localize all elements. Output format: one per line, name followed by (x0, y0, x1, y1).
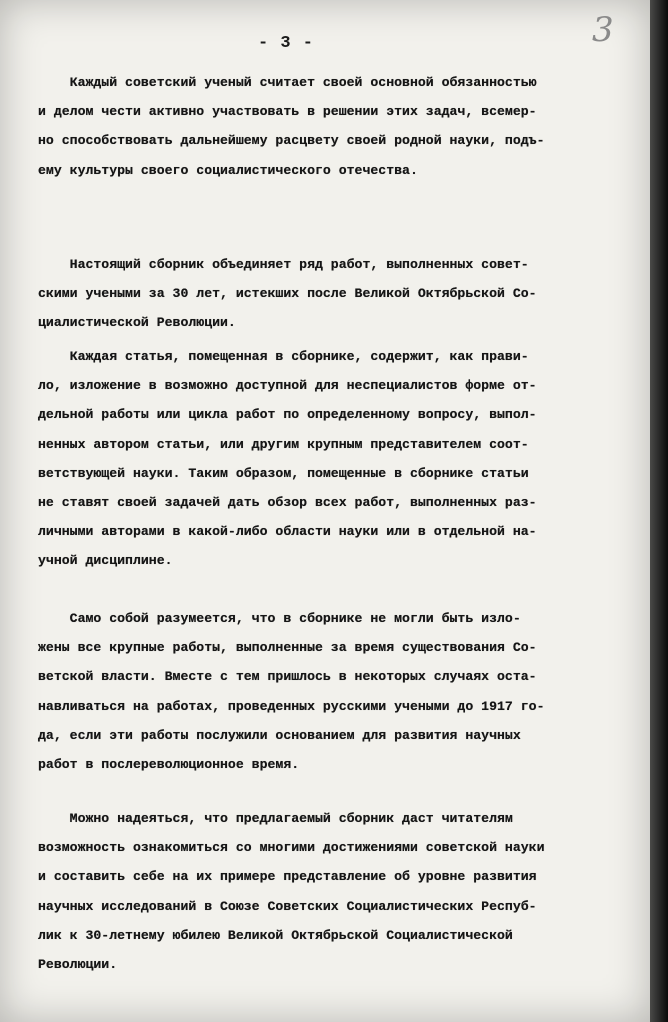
page-number: - 3 - (258, 34, 315, 53)
text-line: ему культуры своего социалистического отечества. (38, 162, 418, 178)
text-line: ло, изложение в возможно доступной для неспециалистов форме от- (38, 378, 537, 394)
archive-page-mark: 3 (592, 10, 614, 50)
scan-edge (650, 0, 668, 1022)
text-line: ветской власти. Вместе с тем пришлось в некоторых случаях оста- (38, 669, 537, 685)
paragraph-1 (38, 68, 650, 185)
text-line: Революции. (38, 957, 118, 973)
text-line: ненных автором статьи, или другим крупным представителем соот- (38, 436, 529, 452)
text-line: не ставят своей задачей дать обзор всех работ, выполненных раз- (38, 495, 537, 511)
paragraph-4 (38, 604, 650, 779)
text-line: скими учеными за 30 лет, истекших после Великой Октябрьской Со- (38, 286, 537, 302)
text-line: дельной работы или цикла работ по определенному вопросу, выпол- (38, 407, 537, 423)
text-line: лик к 30-летнему юбилею Великой Октябрьской Социалистической (38, 927, 513, 943)
text-line: учной дисциплине. (38, 553, 173, 569)
text-line: научных исследований в Союзе Советских Социалистических Респуб- (38, 898, 537, 914)
text-line: Настоящий сборник объединяет ряд работ, выполненных совет- (38, 257, 529, 272)
text-line: Можно надеяться, что предлагаемый сборник даст читателям (38, 811, 513, 826)
text-line: Само собой разумеется, что в сборнике не могли быть изло- (38, 611, 521, 626)
text-line: возможность ознакомиться со многими достижениями советской науки (38, 840, 545, 856)
text-line: жены все крупные работы, выполненные за время существования Со- (38, 640, 537, 656)
text-line: циалистической Революции. (38, 315, 236, 331)
paragraph-5 (38, 804, 650, 979)
text-line: и делом чести активно участвовать в решении этих задач, всемер- (38, 104, 537, 120)
text-line: и составить себе на их примере представление об уровне развития (38, 869, 537, 885)
text-line: работ в послереволюционное время. (38, 757, 300, 773)
text-line: Каждый советский ученый считает своей основной обязанностью (38, 75, 537, 90)
text-line: навливаться на работах, проведенных русскими учеными до 1917 го- (38, 698, 545, 714)
paragraph-2 (38, 250, 650, 338)
text-line: ветствующей науки. Таким образом, помещенные в сборнике статьи (38, 465, 529, 481)
paragraph-3 (38, 342, 650, 576)
text-line: да, если эти работы послужили основанием для развития научных (38, 727, 521, 743)
text-line: но способствовать дальнейшему расцвету своей родной науки, подъ- (38, 133, 545, 149)
text-line: Каждая статья, помещенная в сборнике, содержит, как прави- (38, 349, 529, 364)
text-line: личными авторами в какой-либо области науки или в отдельной на- (38, 524, 537, 540)
